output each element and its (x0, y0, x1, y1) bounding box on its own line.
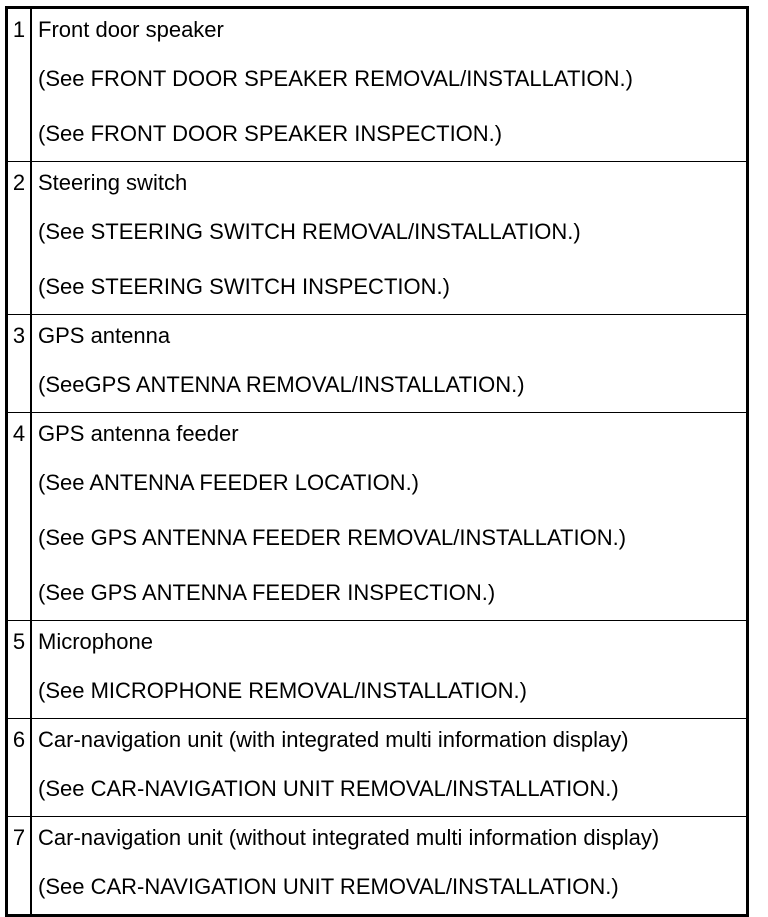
item-reference-link[interactable]: (See FRONT DOOR SPEAKER INSPECTION.) (38, 121, 503, 146)
item-description-cell (31, 621, 748, 719)
item-number-cell (7, 8, 32, 162)
item-reference-link[interactable]: (See MICROPHONE REMOVAL/INSTALLATION.) (38, 678, 527, 703)
item-number: 4 (12, 421, 26, 446)
item-reference-link[interactable]: (See CAR-NAVIGATION UNIT REMOVAL/INSTALLATION.) (38, 874, 619, 899)
item-title: Microphone (38, 629, 153, 654)
item-number-cell (7, 817, 32, 916)
table-row (7, 315, 748, 413)
item-number: 6 (12, 727, 26, 752)
item-description-cell (31, 315, 748, 413)
item-number: 1 (12, 17, 26, 42)
item-number: 3 (12, 323, 26, 348)
table-row (7, 8, 748, 162)
item-number: 5 (12, 629, 26, 654)
table-row (7, 413, 748, 621)
item-number: 2 (12, 170, 26, 195)
item-reference-link[interactable]: (See GPS ANTENNA FEEDER REMOVAL/INSTALLATION.) (38, 525, 627, 550)
item-title: GPS antenna feeder (38, 421, 239, 446)
component-table (5, 6, 749, 917)
item-title: Car-navigation unit (with integrated multi information display) (38, 727, 629, 752)
item-reference-link[interactable]: (See GPS ANTENNA FEEDER INSPECTION.) (38, 580, 496, 605)
table-row (7, 162, 748, 315)
item-number-cell (7, 413, 32, 621)
table-row (7, 719, 748, 817)
item-title: Front door speaker (38, 17, 224, 42)
item-reference-link[interactable]: (See ANTENNA FEEDER LOCATION.) (38, 470, 420, 495)
item-reference-link[interactable]: (See FRONT DOOR SPEAKER REMOVAL/INSTALLATION.) (38, 66, 633, 91)
item-description-cell (31, 8, 748, 162)
item-description-cell (31, 162, 748, 315)
item-number-cell (7, 162, 32, 315)
item-reference-link[interactable]: (See CAR-NAVIGATION UNIT REMOVAL/INSTALLATION.) (38, 776, 619, 801)
item-number-cell (7, 719, 32, 817)
item-title: GPS antenna (38, 323, 171, 348)
item-reference-link[interactable]: (See STEERING SWITCH REMOVAL/INSTALLATION.) (38, 219, 581, 244)
item-description-cell (31, 817, 748, 916)
table-row (7, 621, 748, 719)
item-number: 7 (12, 825, 26, 850)
table-row (7, 817, 748, 916)
item-title: Car-navigation unit (without integrated multi information display) (38, 825, 660, 850)
item-description-cell (31, 719, 748, 817)
item-reference-link[interactable]: (See STEERING SWITCH INSPECTION.) (38, 274, 450, 299)
item-number-cell (7, 315, 32, 413)
item-number-cell (7, 621, 32, 719)
item-reference-link[interactable]: (SeeGPS ANTENNA REMOVAL/INSTALLATION.) (38, 372, 525, 397)
item-description-cell (31, 413, 748, 621)
item-title: Steering switch (38, 170, 188, 195)
